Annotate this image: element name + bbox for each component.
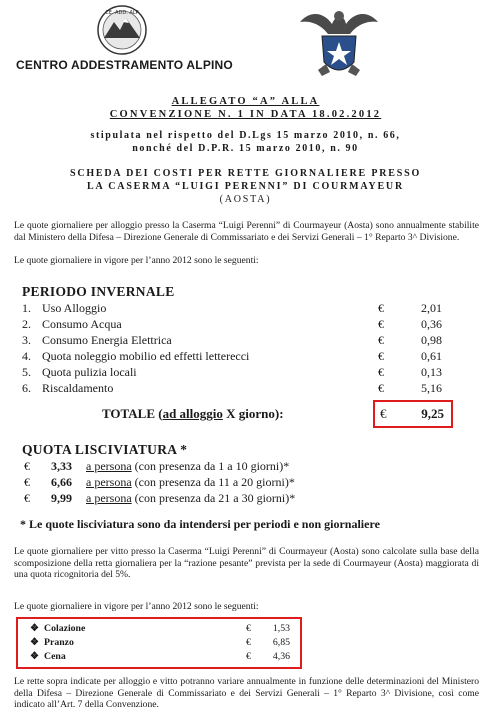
lisciviatura-row: € 6,66 a persona (con presenza da 11 a 20 giorni)* [24,475,295,489]
item-label: Consumo Acqua [42,317,122,331]
item-number: 6. [22,381,31,395]
scheda-heading: SCHEDA DEI COSTI PER RETTE GIORNALIERE PRESSO [69,168,422,179]
item-value: 2,01 [421,301,442,315]
intro-paragraph: Le quote giornaliere per alloggio presso la Caserma “Luigi Perenni” di Courmayeur (Aosta) sono annualmente stabilite dal Ministero della Difesa – Direzione Generale di Commissariato e dei Servizi Generali – 1° Reparto 3^ Divisione. [14,220,479,243]
vitto-paragraph: Le quote giornaliere per vitto presso la Caserma “Luigi Perenni” di Courmayeur (Aosta) sono calcolate sulla base della scomposizione della retta giornaliera per la “razione pesante” prevista per la sede di Courmayeur (Aosta) maggiorata di una quota ricognitoria del 5%. [14,546,479,580]
item-value: 0,36 [421,317,442,331]
item-number: 4. [22,349,31,363]
item-label: Uso Alloggio [42,301,107,315]
item-value: 0,98 [421,333,442,347]
euro-symbol: € [378,349,384,363]
euro-symbol: € [246,651,251,662]
convenzione-heading: CONVENZIONE N. 1 IN DATA 18.02.2012 [109,109,382,120]
euro-symbol: € [380,406,387,421]
cai-eagle-logo [296,2,382,82]
vitto-item-label: Cena [44,651,66,662]
alpine-training-center-logo [96,4,148,56]
totale-value: 9,25 [421,406,444,421]
vitto-item-value: 4,36 [272,651,290,662]
lisciviatura-row: € 3,33 a persona (con presenza da 1 a 10 giorni)* [24,459,290,473]
item-number: 3. [22,333,31,347]
caserma-heading: LA CASERMA “LUIGI PERENNI” DI COURMAYEUR [87,181,404,192]
euro-symbol: € [378,301,384,315]
lisciviatura-row: € 9,99 a persona (con presenza da 21 a 30 giorni)* [24,491,296,505]
totale-label: TOTALE (ad alloggio X giorno): [102,406,284,421]
euro-symbol: € [378,365,384,379]
vitto-item-value: 1,53 [272,623,290,634]
lisciviatura-note: * Le quote lisciviatura sono da intendersi per periodi e non giornaliere [20,517,380,531]
item-number: 2. [22,317,31,331]
intro-quotes-line: Le quote giornaliere in vigore per l’anno 2012 sono le seguenti: [14,255,259,266]
vitto-item-value: 6,85 [272,637,290,648]
vitto-quotes-line: Le quote giornaliere in vigore per l’anno 2012 sono le seguenti: [14,601,259,612]
item-value: 5,16 [421,381,442,395]
item-label: Quota pulizia locali [42,365,137,379]
item-value: 0,13 [421,365,442,379]
item-number: 1. [22,301,31,315]
item-label: Riscaldamento [42,381,114,395]
diamond-bullet-icon: ❖ [30,637,39,648]
diamond-bullet-icon: ❖ [30,651,39,662]
euro-symbol: € [378,317,384,331]
organization-name: CENTRO ADDESTRAMENTO ALPINO [16,58,233,72]
nonche-line: nonché del D.P.R. 15 marzo 2010, n. 90 [132,143,359,154]
euro-symbol: € [246,637,251,648]
item-value: 0,61 [421,349,442,363]
euro-symbol: € [378,333,384,347]
euro-symbol: € [378,381,384,395]
vitto-item-label: Pranzo [44,637,74,648]
diamond-bullet-icon: ❖ [30,623,39,634]
vitto-item-label: Colazione [44,623,86,634]
item-label: Quota noleggio mobilio ed effetti letterecci [42,349,250,363]
svg-text:CE. ADD. ALP: CE. ADD. ALP [105,10,139,16]
quota-lisciviatura-title: QUOTA LISCIVIATURA * [22,442,188,457]
closing-paragraph: Le rette sopra indicate per alloggio e vitto potranno variare annualmente in funzione delle determinazioni del Ministero della Difesa – Direzione Generale di Commissariato e dei Servizi Generali – 1° Reparto 3^ Divisione, così come indicato all’Art. 7 della Convenzione. [14,676,479,710]
stipulata-line: stipulata nel rispetto del D.Lgs 15 marzo 2010, n. 66, [90,130,401,141]
euro-symbol: € [246,623,251,634]
aosta-heading: (AOSTA) [219,194,272,205]
allegato-heading: ALLEGATO “A” ALLA [171,96,320,107]
periodo-invernale-title: PERIODO INVERNALE [22,284,175,299]
item-number: 5. [22,365,31,379]
item-label: Consumo Energia Elettrica [42,333,172,347]
